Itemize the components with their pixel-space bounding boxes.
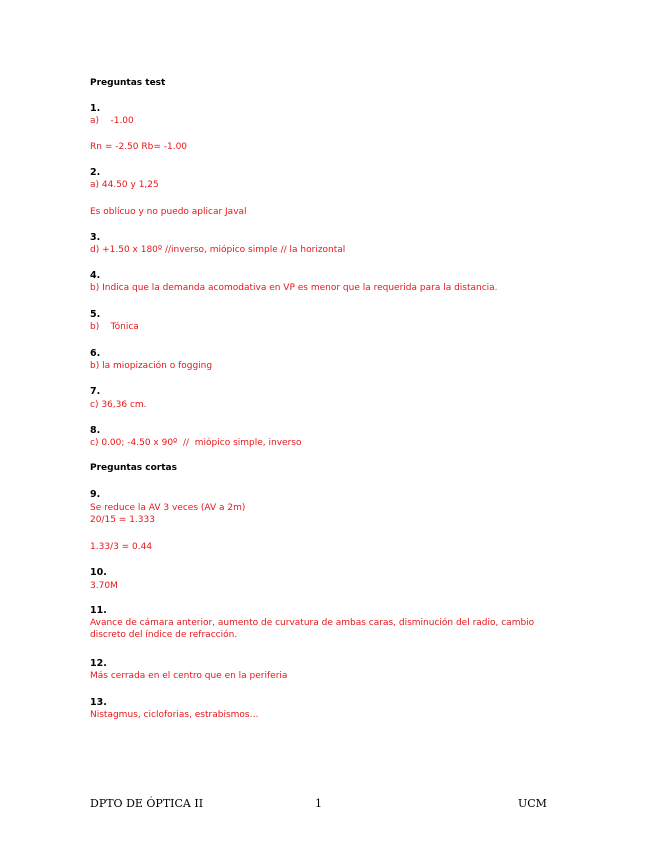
question-number-12: 12. xyxy=(90,658,107,669)
answer-11-text: Avance de cámara anterior, aumento de curvatura de ambas caras, disminución del radio, cambio discreto del índice de refracción. xyxy=(90,618,535,640)
question-number-8: 8. xyxy=(90,425,101,436)
answer-4-option: b) Indica que la demanda acomodativa en VP es menor que la requerida para la distancia. xyxy=(90,283,498,293)
answer-5-option: b) Tónica xyxy=(90,322,139,332)
question-number-7: 7. xyxy=(90,386,101,397)
answer-10-option: 3.70M xyxy=(90,581,118,591)
footer-institution: UCM xyxy=(518,797,547,810)
footer-department: DPTO DE ÓPTICA II xyxy=(90,797,204,810)
answer-1-option: a) -1.00 xyxy=(90,116,134,126)
answer-1-note: Rn = -2.50 Rb= -1.00 xyxy=(90,142,188,152)
answer-2-note: Es oblícuo y no puedo aplicar Javal xyxy=(90,207,247,217)
answer-9-line: Se reduce la AV 3 veces (AV a 2m) xyxy=(90,503,246,513)
answer-7-option: c) 36,36 cm. xyxy=(90,400,147,410)
answer-9-line: 1.33/3 = 0.44 xyxy=(90,542,153,552)
question-number-5: 5. xyxy=(90,309,101,320)
question-number-1: 1. xyxy=(90,103,101,114)
answer-2-option: a) 44.50 y 1,25 xyxy=(90,180,159,190)
question-number-10: 10. xyxy=(90,567,107,578)
question-number-4: 4. xyxy=(90,270,101,281)
answer-9-line: 20/15 = 1.333 xyxy=(90,515,155,525)
section-title-short: Preguntas cortas xyxy=(90,463,177,473)
question-number-11: 11. xyxy=(90,605,107,616)
question-number-6: 6. xyxy=(90,348,101,359)
answer-12-text: Más cerrada en el centro que en la periferia xyxy=(90,671,288,681)
question-number-9: 9. xyxy=(90,489,101,500)
answer-13-text: Nistagmus, cicloforias, estrabismos… xyxy=(90,710,259,720)
question-number-2: 2. xyxy=(90,167,101,178)
answer-3-option: d) +1.50 x 180º //inverso, miópico simple // la horizontal xyxy=(90,245,346,255)
footer-page-number: 1 xyxy=(315,797,322,810)
question-number-3: 3. xyxy=(90,232,101,243)
answer-8-option: c) 0.00; -4.50 x 90º // miópico simple, inverso xyxy=(90,438,302,448)
question-number-13: 13. xyxy=(90,697,107,708)
section-title-test: Preguntas test xyxy=(90,78,166,88)
answer-6-option: b) la miopización o fogging xyxy=(90,361,213,371)
